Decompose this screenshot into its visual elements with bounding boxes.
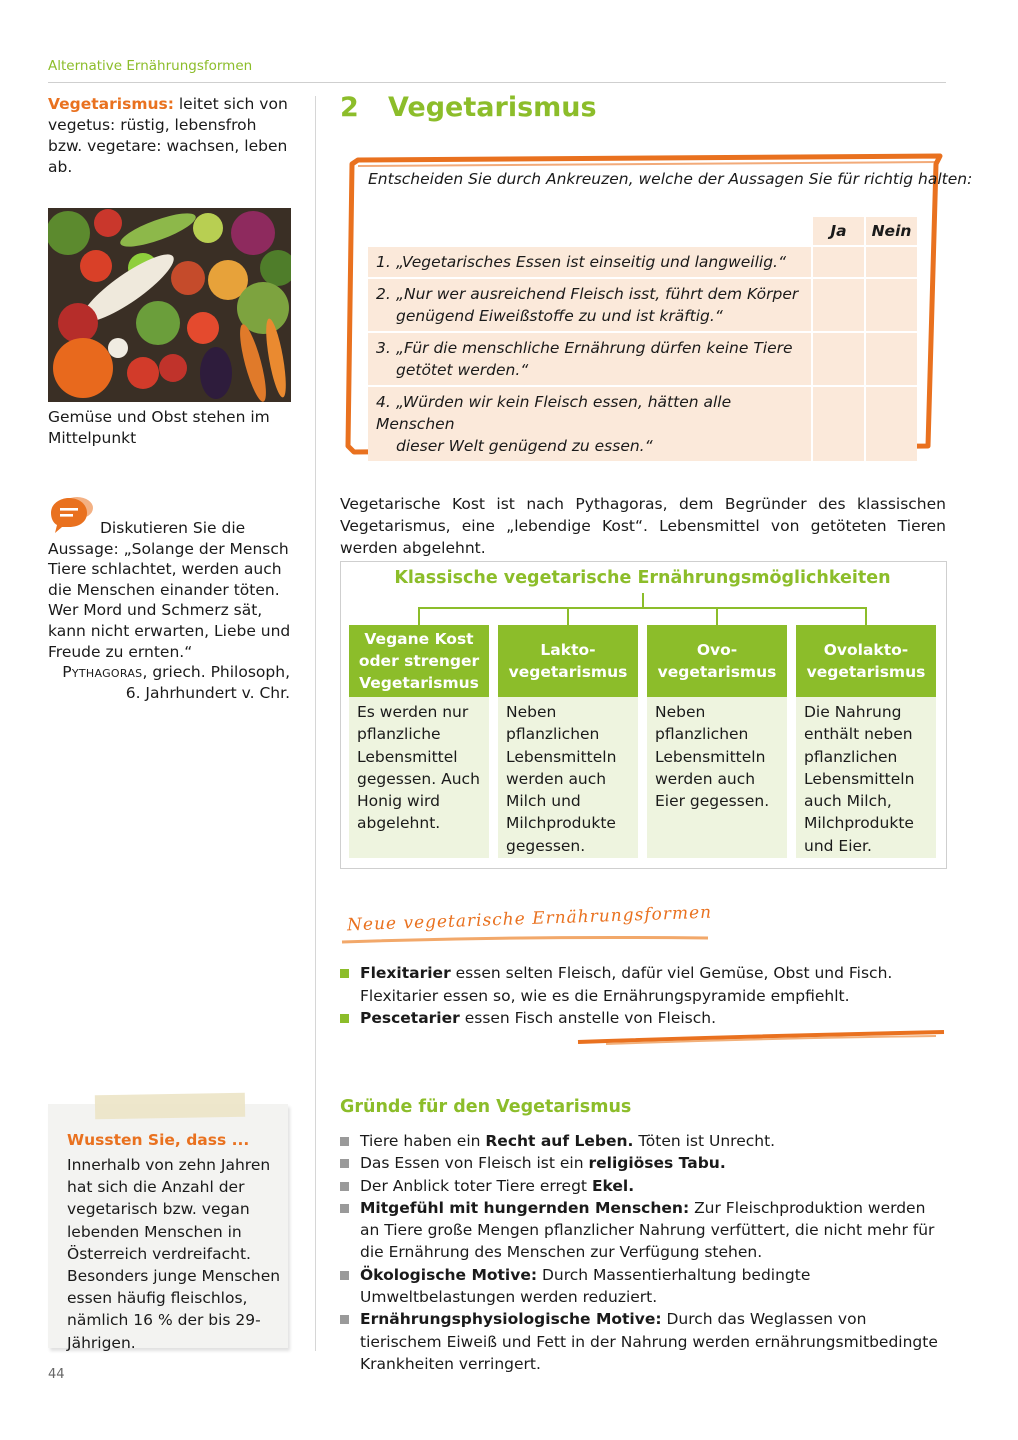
diagram-connector-1: [418, 607, 420, 625]
bullet-square: [340, 1159, 349, 1168]
etymology-note: [48, 94, 288, 178]
col-header-yes: Ja: [811, 217, 864, 245]
item-text: Zur Fleischproduktion werden an Tiere große Mengen pflanzlicher Nahrung verfüttert, die nicht mehr für die Ernährung des Menschen zur Verfügung stehen.: [360, 1198, 935, 1262]
item-text: Töten ist Unrecht.: [633, 1132, 776, 1150]
fact-box-title: Wussten Sie, dass ...: [67, 1131, 250, 1149]
diagram-connector-stem: [642, 593, 644, 608]
quote-author-desc: , griech. Philosoph,: [142, 663, 290, 681]
diagram-column-ovolakto: [796, 625, 936, 858]
statement-row-3: [368, 333, 917, 385]
discussion-quote: Aussage: „Solange der Mensch Tiere schlachtet, werden auch die Menschen einander töten. Wer Mord und Schmerz sät, kann nicht erwarten, Liebe und Freude zu ernten.“: [48, 539, 291, 661]
col-header-no: Nein: [864, 217, 917, 245]
column-text: Es werden nur pflanzliche Lebensmittel gegessen. Auch Honig wird abgelehnt.: [357, 703, 480, 833]
item-bold: Ekel.: [591, 1176, 635, 1195]
item-bold: Recht auf Leben.: [485, 1132, 634, 1150]
statement-number: 1.: [376, 253, 391, 271]
reasons-list: [340, 1130, 946, 1375]
item-text: essen Fisch anstelle von Fleisch.: [459, 1009, 717, 1027]
statement-row-1: [368, 247, 917, 277]
statement-line: dieser Welt genügend zu essen.“: [396, 437, 653, 455]
checkbox-no-3[interactable]: [864, 333, 917, 385]
statement-table-header: [368, 217, 917, 245]
statement-table: [368, 215, 917, 463]
column-divider: [315, 96, 316, 1351]
page-number: 44: [48, 1367, 65, 1382]
diagram-connector-2: [567, 607, 569, 625]
list-item: [340, 1197, 946, 1264]
column-text: Die Nahrung enthält neben pflanzlichen Lebensmitteln auch Milch, Milchprodukte und Eier.: [804, 703, 915, 855]
column-heading: Vegane Kost oder strenger Vegetarismus: [349, 625, 489, 697]
checkbox-no-4[interactable]: [864, 387, 917, 461]
statement-line: „Für die menschliche Ernährung dürfen keine Tiere: [396, 339, 793, 357]
etymology-term: Vegetarismus:: [48, 95, 174, 113]
statement-line: „Würden wir kein Fleisch essen, hätten alle Menschen: [376, 393, 732, 433]
intro-paragraph: Vegetarische Kost ist nach Pythagoras, dem Begründer des klassischen Vegetarismus, eine „lebendige Kost“. Lebensmittel von getöteten Tieren werden abgelehnt.: [340, 495, 946, 557]
bullet-square: [340, 1271, 349, 1280]
list-item: [340, 1308, 946, 1375]
diagram-column-ovo: [647, 625, 787, 858]
list-item: [340, 1152, 946, 1174]
reasons-heading: Gründe für den Vegetarismus: [340, 1097, 632, 1117]
statement-text: [368, 279, 811, 331]
diagram-connector-bar: [418, 607, 867, 609]
diagram-column-vegan: [349, 625, 489, 858]
term: Pescetarier: [360, 1009, 460, 1027]
list-item: [340, 1130, 946, 1152]
item-bold: Ökologische Motive:: [360, 1265, 538, 1284]
column-heading: Lakto-vegetarismus: [498, 625, 638, 697]
checkbox-no-2[interactable]: [864, 279, 917, 331]
bullet-square: [340, 1315, 349, 1324]
list-item: [340, 962, 946, 1007]
bullet-square: [340, 1182, 349, 1191]
neue-brush-stroke-bottom: [576, 1028, 946, 1046]
checkbox-yes-3[interactable]: [811, 333, 864, 385]
quote-author-name: Pythagoras: [62, 663, 143, 681]
statement-text: [368, 387, 811, 461]
chapter-number: 2: [340, 92, 359, 123]
neue-list: [340, 962, 946, 1030]
header-spacer: [368, 217, 811, 245]
item-bold: Ernährungsphysiologische Motive:: [360, 1310, 662, 1329]
list-item: [340, 1264, 946, 1309]
column-heading: Ovo-vegetarismus: [647, 625, 787, 697]
statement-number: 4.: [376, 393, 391, 411]
list-item: [340, 1007, 946, 1030]
discussion-line1: Diskutieren Sie die: [100, 519, 246, 537]
column-text: Neben pflanzlichen Lebensmitteln werden auch Milch und Milchprodukte gegessen.: [506, 703, 617, 855]
exercise-instruction: Entscheiden Sie durch Ankreuzen, welche der Aussagen Sie für richtig halten:: [368, 170, 973, 188]
item-bold: Mitgefühl mit hungernden Menschen:: [360, 1198, 690, 1217]
statement-number: 2.: [376, 285, 391, 303]
fact-box-text: Innerhalb von zehn Jahren hat sich die Anzahl der vegetarisch bzw. vegan lebenden Menschen in Österreich verdreifacht. Besonders junge Menschen essen häufig fleischlos, nämlich 16 % der bis 29-Jährigen.: [67, 1156, 281, 1352]
header-rule: [48, 82, 946, 83]
column-heading: Ovolakto-vegetarismus: [796, 625, 936, 697]
bullet-square: [340, 1204, 349, 1213]
diagram-connector-3: [716, 607, 718, 625]
checkbox-yes-1[interactable]: [811, 247, 864, 277]
neue-brush-stroke: [340, 936, 710, 944]
term: Flexitarier: [360, 964, 451, 982]
diagram-column-lakto: [498, 625, 638, 858]
item-text: Das Essen von Fleisch ist ein: [360, 1154, 589, 1173]
checkbox-yes-4[interactable]: [811, 387, 864, 461]
statement-number: 3.: [376, 339, 391, 357]
checkbox-yes-2[interactable]: [811, 279, 864, 331]
column-text: Neben pflanzlichen Lebensmitteln werden auch Eier gegessen.: [655, 703, 770, 811]
statement-line: „Nur wer ausreichend Fleisch isst, führt dem Körper: [396, 285, 799, 303]
list-item: [340, 1175, 946, 1197]
statement-line: „Vegetarisches Essen ist einseitig und langweilig.“: [396, 253, 787, 271]
chapter-title: Vegetarismus: [388, 92, 597, 123]
bullet-square: [340, 1137, 349, 1146]
etymology-text: leitet sich von vegetus: rüstig, lebensfroh bzw. vegetare: wachsen, leben ab.: [48, 95, 288, 176]
quote-attribution: [48, 662, 290, 703]
vegetables-photo: [48, 208, 291, 402]
statement-row-4: [368, 387, 917, 461]
statement-line: genügend Eiweißstoffe zu und ist kräftig.“: [396, 307, 723, 325]
diagram-title: Klassische vegetarische Ernährungsmöglichkeiten: [394, 568, 891, 588]
item-text: Durch das Weglassen von tierischem Eiweiß und Fett in der Nahrung werden ernährungsmitbedingte Krankheiten verringert.: [360, 1310, 938, 1373]
item-text: essen selten Fleisch, dafür viel Gemüse, Obst und Fisch. Flexitarier essen so, wie es die Ernährungspyramide empfiehlt.: [360, 964, 893, 1005]
running-head: Alternative Ernährungsformen: [48, 58, 253, 74]
item-bold: religiöses Tabu.: [588, 1154, 726, 1173]
neue-heading: Neue vegetarische Ernährungsformen: [346, 902, 713, 936]
checkbox-no-1[interactable]: [864, 247, 917, 277]
bullet-square: [340, 969, 349, 978]
diagram-connector-4: [865, 607, 867, 625]
photo-caption: Gemüse und Obst stehen im Mittelpunkt: [48, 408, 270, 447]
discussion-prompt: [48, 518, 294, 662]
statement-text: [368, 333, 811, 385]
item-text: Der Anblick toter Tiere erregt: [360, 1176, 592, 1195]
statement-row-2: [368, 279, 917, 331]
item-text: Tiere haben ein: [360, 1132, 486, 1150]
statement-text: [368, 247, 811, 277]
statement-line: getötet werden.“: [396, 361, 529, 379]
quote-author-time: 6. Jahrhundert v. Chr.: [125, 683, 290, 702]
bullet-square: [340, 1014, 349, 1023]
item-text: Durch Massentierhaltung bedingte Umweltbelastungen werden reduziert.: [360, 1265, 811, 1307]
fact-box-tape: [95, 1093, 245, 1120]
